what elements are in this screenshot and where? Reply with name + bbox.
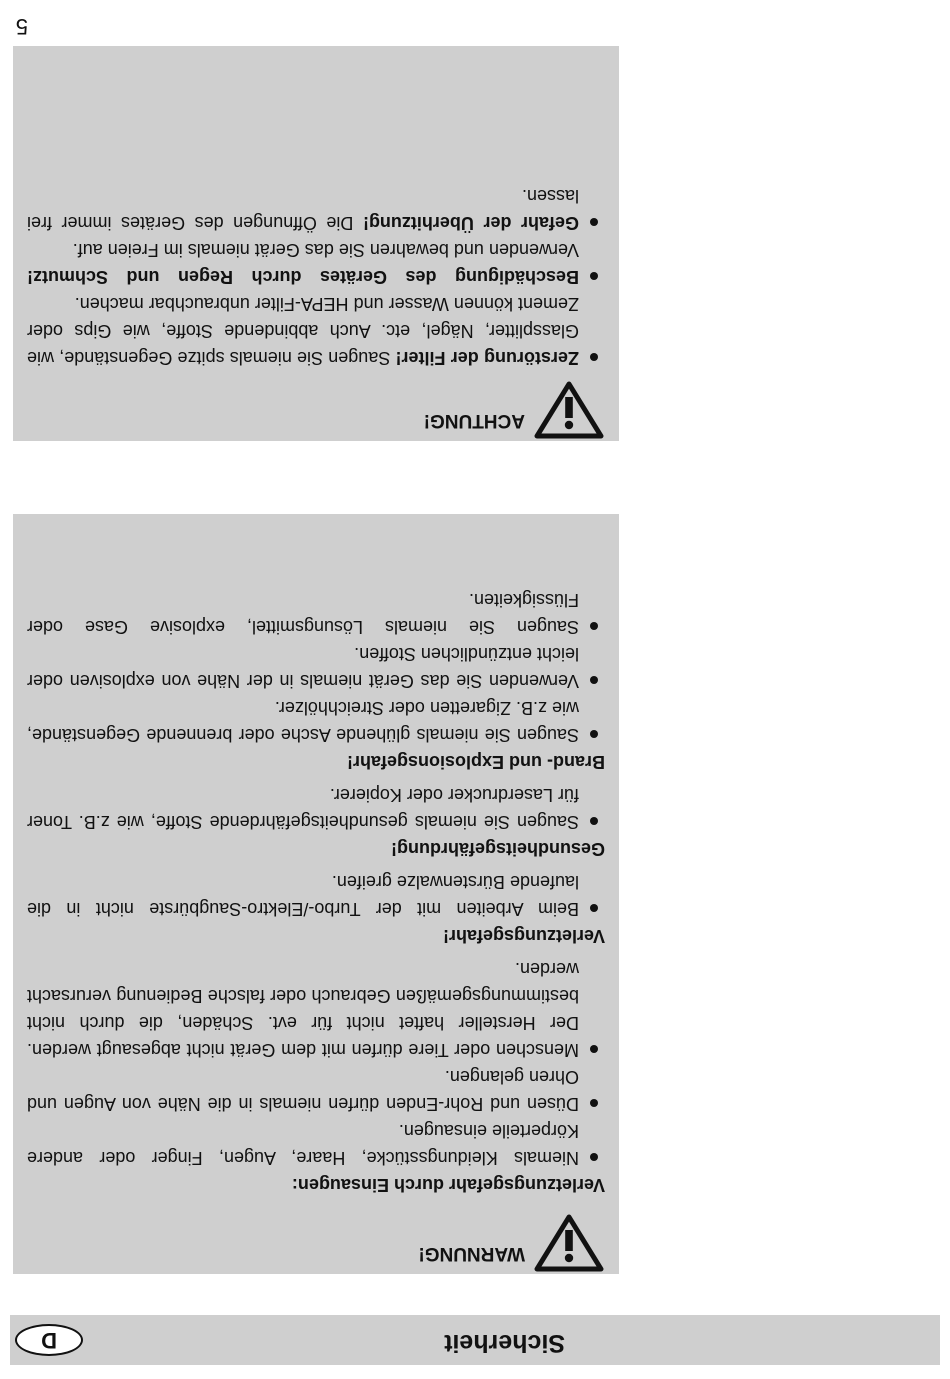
caution-box [13,46,619,441]
page-number: 5 [15,14,28,39]
warning-label: WARNUNG! [418,1243,525,1264]
list-item: Saugen Sie niemals gesundheitsgefährdende Stoffe, wie z.B. Toner für Laserdrucker oder Kopierer. [27,781,607,835]
warning-triangle-icon [533,380,605,440]
warning-triangle-icon [533,1213,605,1273]
list-item: Düsen und Rohr-Enden dürfen niemals in die Nähe von Augen und Ohren gelangen. [27,1063,607,1117]
list-item: Menschen oder Tiere dürfen mit dem Gerät nicht abgesaugt werden. Der Hersteller haftet nicht für evt. Schäden, die durch nicht bestimmungsgemäßen Gebrauch oder falsche Bedienung verursacht werden. [27,955,607,1063]
item-text: Verwenden und bewahren Sie das Gerät niemals im Freien auf. [72,240,579,260]
section-title: Verletzungsgefahr durch Einsaugen: [291,1175,605,1195]
caution-label: ACHTUNG! [423,410,525,431]
list-item: Saugen Sie niemals Lösungsmittel, explosive Gase oder Flüssigkeiten. [27,586,607,640]
page-title: Sicherheit [444,1329,565,1357]
warning-box [13,514,619,1274]
item-heading: Gefahr der Überhitzung! [362,213,579,233]
warning-list [13,781,607,835]
list-item [27,236,607,290]
warning-list [13,955,607,1171]
item-heading: Beschädigung des Gerätes durch Regen und Schmutz! [27,267,579,287]
language-badge [15,1324,83,1356]
section-title: Gesundheitsgefährdung! [390,839,605,859]
list-item [27,290,607,371]
caution-list [13,182,607,371]
list-item: Niemals Kleidungsstücke, Haare, Augen, Finger oder andere Körperteile einsaugen. [27,1117,607,1171]
warning-list [13,586,607,748]
item-heading: Zerstörung der Filter! [395,348,579,368]
item-text: Saugen Sie niemals spitze Gegenstände, wie Glassplitter, Nägel, etc. Auch abbindende Stoffe, wie Gips oder Zement können Wasser und HEPA-Filter unbrauchbar machen. [27,294,579,368]
section-title: Brand- und Explosionsgefahr! [346,752,605,772]
warning-header [13,1204,607,1274]
warning-list [13,868,607,922]
list-item: Verwenden Sie das Gerät niemals in der Nähe von explosiven oder leicht entzündlichen Stoffen. [27,640,607,694]
caution-header [13,371,607,441]
list-item [27,182,607,236]
item-text: Die Öffnungen des Gerätes immer frei lassen. [27,186,579,233]
list-item: Saugen Sie niemals glühende Asche oder brennende Gegenstände, wie z.B. Zigaretten oder Streichhölzer. [27,694,607,748]
language-code: D [41,1328,57,1353]
list-item: Beim Arbeiten mit der Turbo-/Elektro-Saugbürste nicht in die laufende Bürstenwalze greifen. [27,868,607,922]
section-title: Verletzungsgefahr! [442,926,605,946]
